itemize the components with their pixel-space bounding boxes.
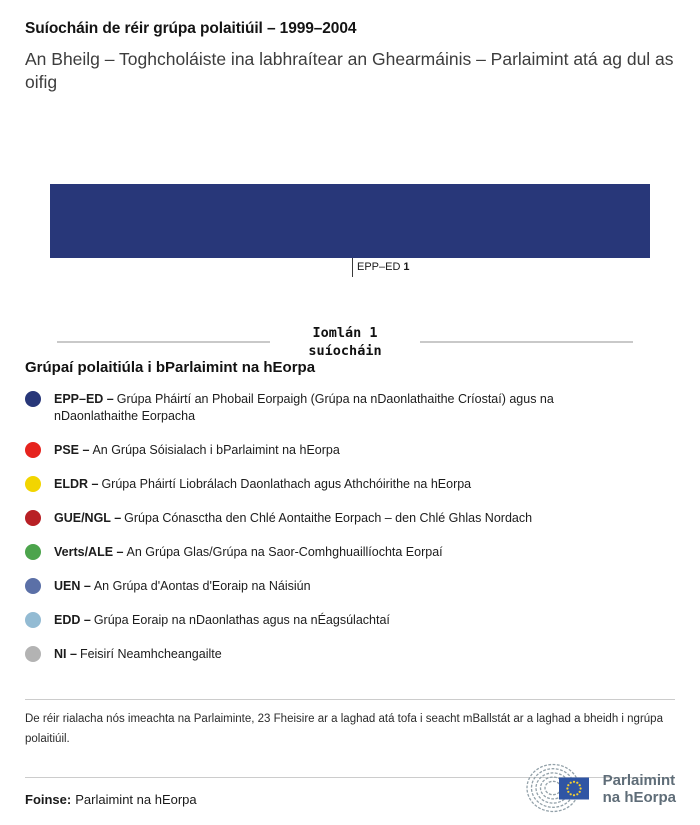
bar-tick-mark [352,258,353,277]
legend-item-text: EPP–ED – Grúpa Pháirtí an Phobail Eorpaigh (Grúpa na nDaonlathaithe Críostaí) agus na nDaonlathaithe Eorpacha [54,392,554,423]
legend-item-uen [25,578,645,595]
legend-item-text: GUE/NGL – Grúpa Cónasctha den Chlé Aontaithe Eorpach – den Chlé Ghlas Nordach [54,511,533,525]
footnote-text: De réir rialacha nós imeachta na Parlaiminte, 23 Fheisire ar a laghad atá tofa i seacht mBallstát ar a laghad a bheidh i ngrúpa polaitiúil. [25,713,663,745]
footnote-top-divider [25,699,675,700]
page-title: Suíocháin de réir grúpa polaitiúil – 1999–2004 [25,20,357,37]
logo-wordmark-line2: na hEorpa [602,788,676,806]
legend-item-gue-ngl [25,510,645,527]
legend-item-text: ELDR – Grúpa Pháirtí Liobrálach Daonlathach agus Athchóirithe na hEorpa [54,477,472,491]
legend-item-text: NI – Feisirí Neamhcheangailte [54,647,222,661]
total-seats-label [270,324,420,360]
uen-color-dot [25,578,41,594]
bar-segment-value: 1 [403,261,410,273]
edd-color-dot [25,612,41,628]
source-label: Foinse: [25,792,72,807]
gue-ngl-color-dot [25,510,41,526]
total-divider-right [420,341,633,343]
political-groups-legend [25,391,645,680]
page-subtitle: An Bheilg – Toghcholáiste ina labhraítear an Ghearmáinis – Parlaimint atá ag dul as oifig [25,49,674,93]
total-seats-unit: suíocháin [308,343,382,359]
verts-ale-color-dot [25,544,41,560]
legend-item-pse [25,442,645,459]
source-line [25,792,197,807]
european-parliament-logo [525,761,676,818]
legend-item-verts-ale [25,544,645,561]
epp-ed-color-dot [25,391,41,407]
bar-segment-label [357,261,410,273]
legend-item-text: EDD – Grúpa Eoraip na nDaonlathas agus na nÉagsúlachtaí [54,613,390,627]
legend-item-text: PSE – An Grúpa Sóisialach i bParlaimint na hEorpa [54,443,340,457]
legend-item-text: UEN – An Grúpa d'Aontas d'Eoraip na Náisiún [54,579,311,593]
total-seats-row [25,324,675,360]
total-divider-left [57,341,270,343]
pse-color-dot [25,442,41,458]
legend-item-edd [25,612,645,629]
eldr-color-dot [25,476,41,492]
legend-item-epp-ed [25,391,645,425]
legend-heading: Grúpaí polaitiúla i bParlaimint na hEorpa [25,359,316,376]
source-value: Parlaimint na hEorpa [75,792,197,807]
ni-color-dot [25,646,41,662]
total-seats-count: Iomlán 1 [312,325,378,341]
seats-bar-chart [0,0,700,300]
bar-segment-epp-ed [50,184,650,258]
legend-item-text: Verts/ALE – An Grúpa Glas/Grúpa na Saor-Comhghuaillíochta Eorpaí [54,545,443,559]
logo-wordmark-line1: Parlaimint [602,771,676,789]
logo-wordmark [603,773,676,807]
bar-segment-name: EPP–ED [357,261,401,273]
hemicycle-eu-flag-icon [525,761,595,818]
legend-item-ni [25,646,645,663]
legend-item-eldr [25,476,645,493]
